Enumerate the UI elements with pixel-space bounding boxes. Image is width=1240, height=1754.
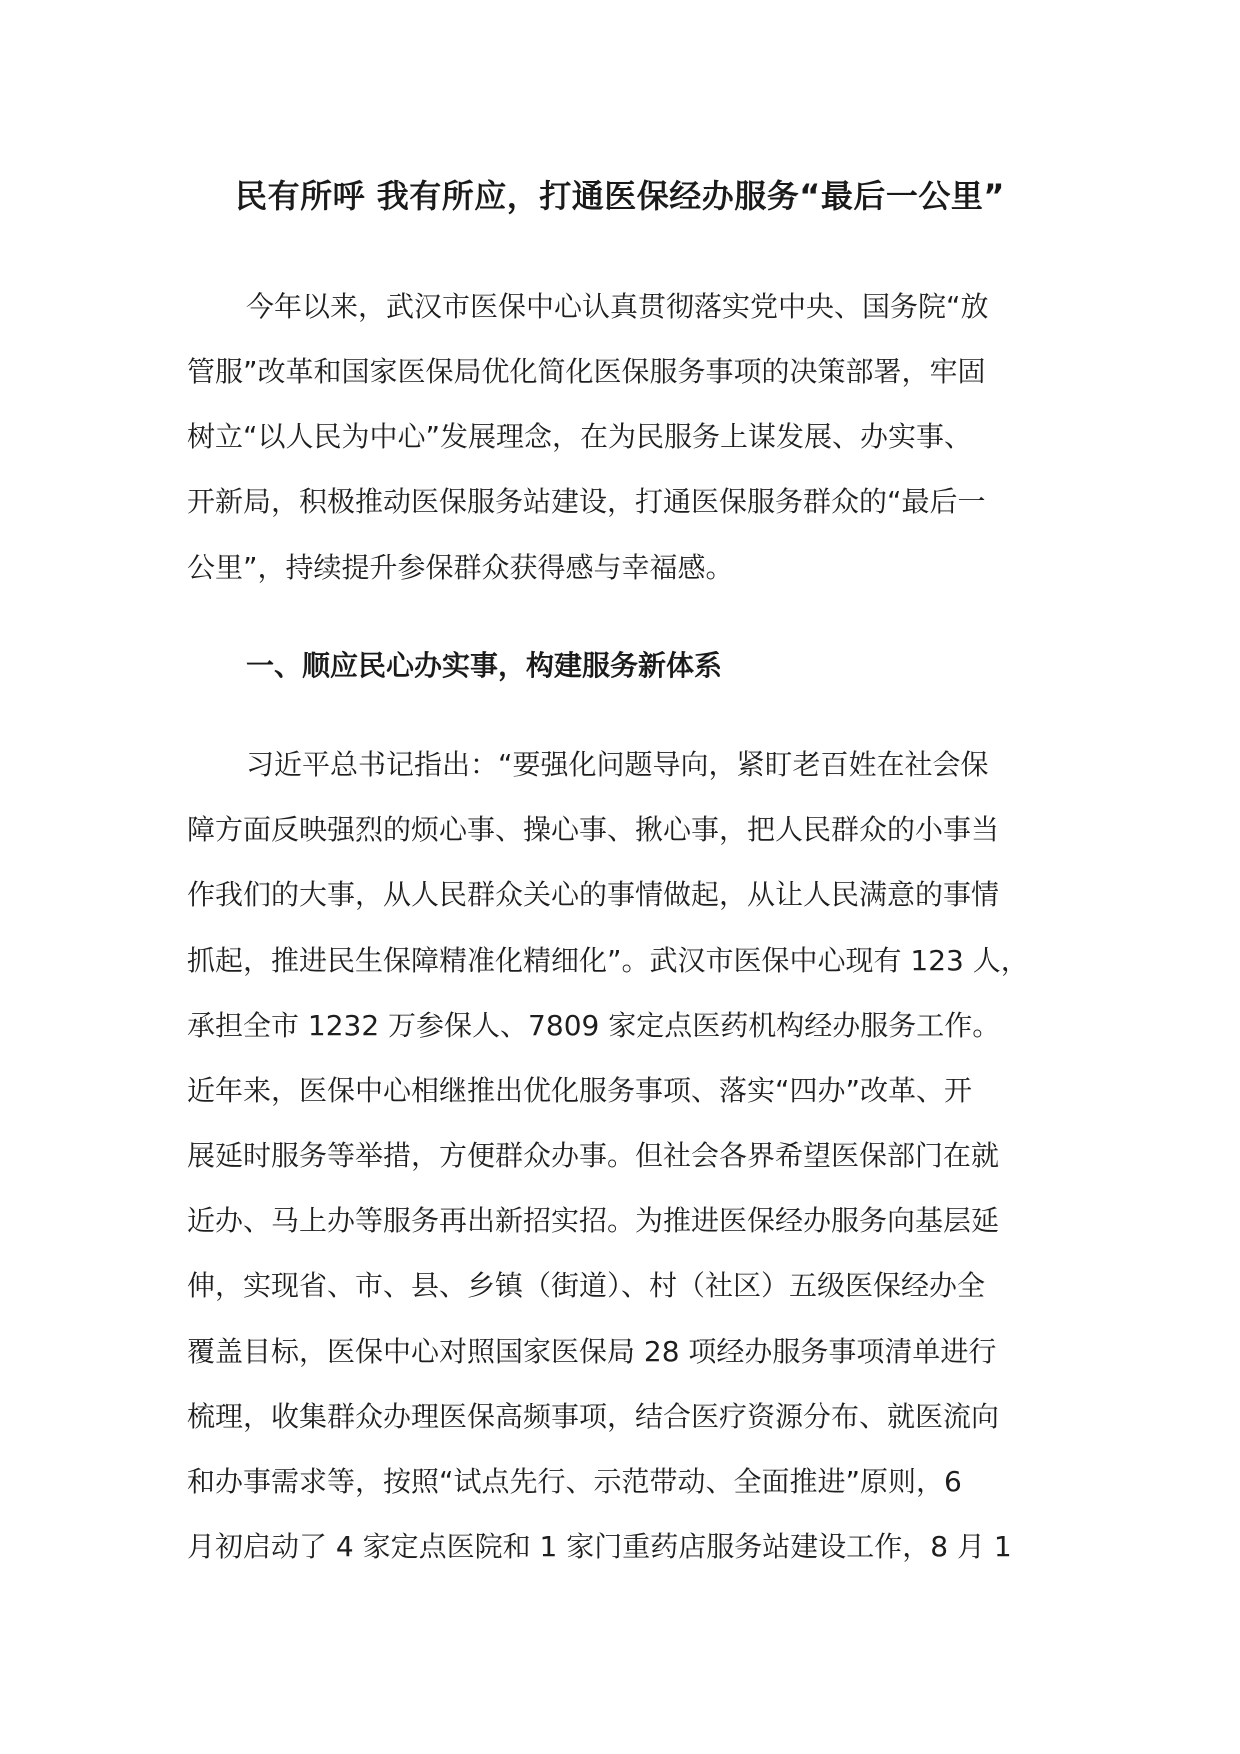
paragraph-1-line-4: 开新局，积极推动医保服务站建设，打通医保服务群众的“最后一 (187, 485, 986, 518)
paragraph-1-line-5: 公里”，持续提升参保群众获得感与幸福感。 (187, 551, 734, 584)
paragraph-2-line-8: 近办、马上办等服务再出新招实招。为推进医保经办服务向基层延 (187, 1204, 1000, 1237)
paragraph-2-line-6: 近年来，医保中心相继推出优化服务事项、落实“四办”改革、开 (187, 1074, 973, 1107)
paragraph-2-line-2: 障方面反映强烈的烦心事、操心事、揪心事，把人民群众的小事当 (187, 813, 1000, 846)
section-1-heading: 一、顺应民心办实事，构建服务新体系 (246, 649, 723, 682)
paragraph-1-line-2: 管服”改革和国家医保局优化简化医保服务事项的决策部署，牢固 (187, 355, 986, 388)
paragraph-2-line-9: 伸，实现省、市、县、乡镇（街道）、村（社区）五级医保经办全 (187, 1269, 986, 1302)
paragraph-1-line-1: 今年以来，武汉市医保中心认真贯彻落实党中央、国务院“放 (246, 290, 989, 323)
paragraph-2-line-1: 习近平总书记指出：“要强化问题导向，紧盯老百姓在社会保 (246, 748, 989, 781)
paragraph-2-line-7: 展延时服务等举措，方便群众办事。但社会各界希望医保部门在就 (187, 1139, 1000, 1172)
paragraph-1-line-3: 树立“以人民为中心”发展理念，在为民服务上谋发展、办实事、 (187, 420, 973, 453)
paragraph-2-line-5: 承担全市 1232 万参保人、7809 家定点医药机构经办服务工作。 (187, 1009, 1001, 1042)
paragraph-2-line-11: 梳理，收集群众办理医保高频事项，结合医疗资源分布、就医流向 (187, 1400, 1000, 1433)
paragraph-2-line-3: 作我们的大事，从人民群众关心的事情做起，从让人民满意的事情 (187, 878, 1000, 911)
paragraph-2-line-10: 覆盖目标，医保中心对照国家医保局 28 项经办服务事项清单进行 (187, 1335, 997, 1368)
document-title: 民有所呼 我有所应，打通医保经办服务“最后一公里” (235, 177, 1005, 215)
paragraph-2-line-12: 和办事需求等，按照“试点先行、示范带动、全面推进”原则，6 (187, 1465, 962, 1498)
paragraph-2-line-4: 抓起，推进民生保障精准化精细化”。武汉市医保中心现有 123 人， (187, 944, 1029, 977)
paragraph-2-line-13: 月初启动了 4 家定点医院和 1 家门重药店服务站建设工作，8 月 1 (187, 1530, 1012, 1563)
